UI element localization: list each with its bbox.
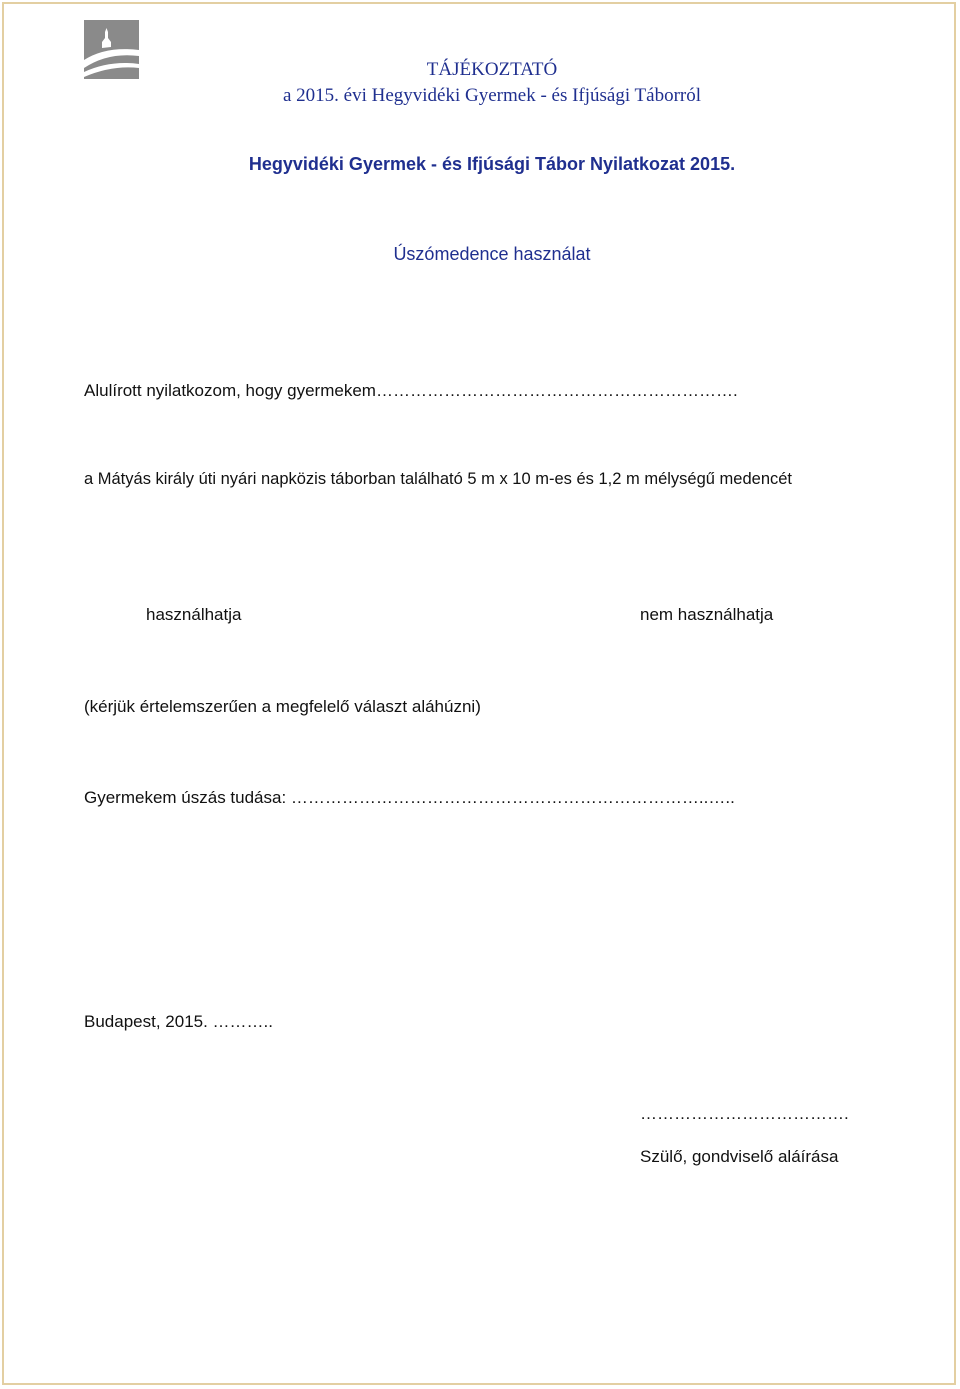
section-heading: Úszómedence használat xyxy=(393,244,591,264)
option-no: nem használhatja xyxy=(640,605,774,624)
signature-line: ………………………………. xyxy=(640,1104,849,1123)
document-title: TÁJÉKOZTATÓ xyxy=(426,59,558,80)
place-date: Budapest, 2015. ……….. xyxy=(84,1012,273,1031)
document-title-line2: a 2015. évi Hegyvidéki Gyermek - és Ifjúsági Táborról xyxy=(282,85,702,106)
page-border xyxy=(2,2,956,1385)
swimming-skill-line: Gyermekem úszás tudása: ………………………………………………………………..….. xyxy=(84,788,735,807)
declaration-line: Alulírott nyilatkozom, hogy gyermekem………………………………………………………. xyxy=(84,381,738,400)
option-yes: használhatja xyxy=(146,605,242,624)
instruction-text: (kérjük értelemszerűen a megfelelő választ aláhúzni) xyxy=(84,697,481,716)
document-subtitle: Hegyvidéki Gyermek - és Ifjúsági Tábor Nyilatkozat 2015. xyxy=(248,154,736,174)
signature-label: Szülő, gondviselő aláírása xyxy=(640,1147,839,1166)
pool-description: a Mátyás király úti nyári napközis táborban található 5 m x 10 m-es és 1,2 m mélységű medencét xyxy=(84,470,793,488)
